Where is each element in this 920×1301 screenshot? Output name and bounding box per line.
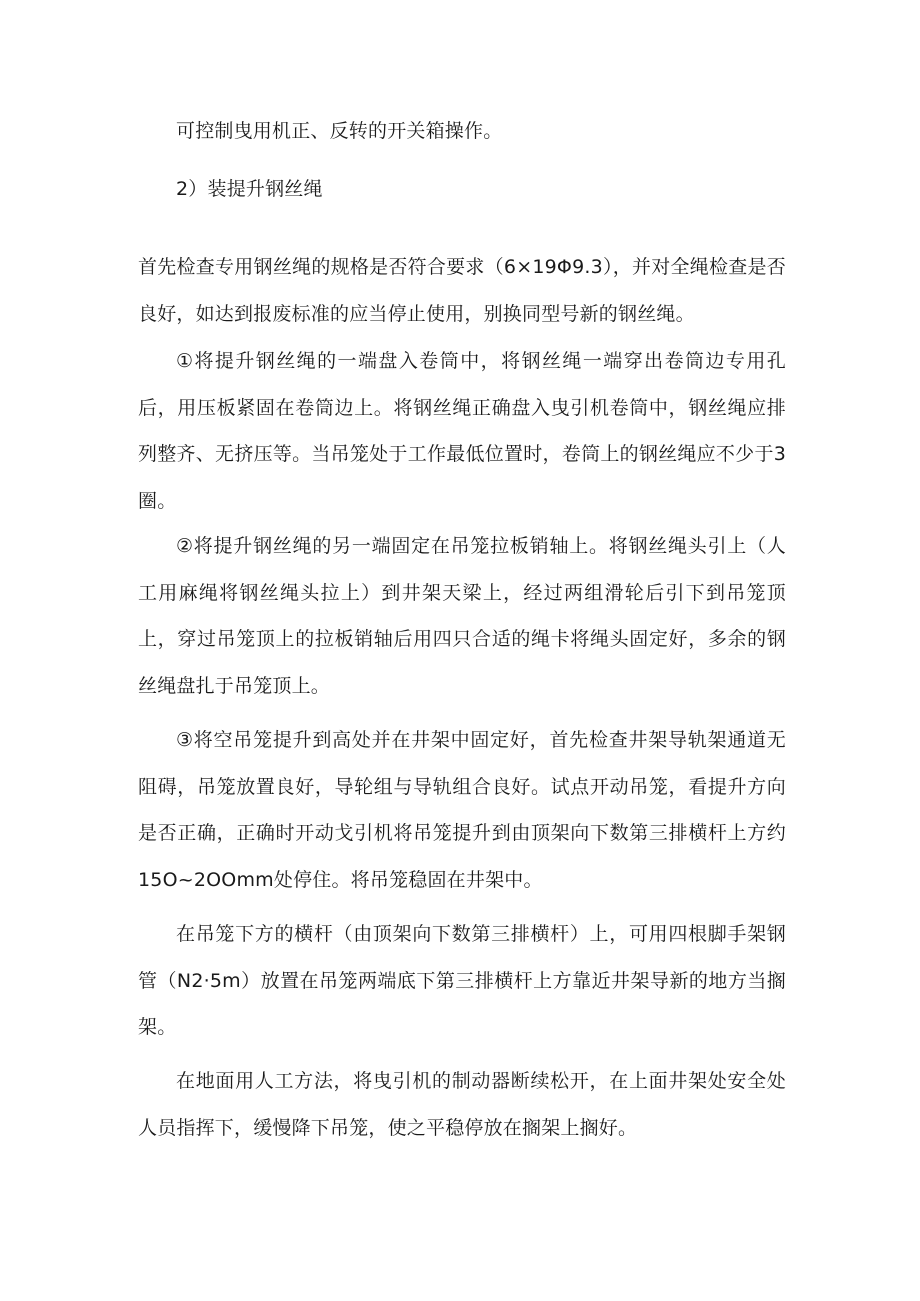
paragraph-support-frame: 在吊笼下方的横杆（由顶架向下数第三排横杆）上，可用四根脚手架钢管（N2·5m）放置在吊笼两端底下第三排横杆上方靠近井架导新的地方当搁架。 bbox=[138, 923, 786, 1038]
paragraph-switch-box: 可控制曳用机正、反转的开关箱操作。 bbox=[176, 120, 503, 142]
paragraph-step-1: ①将提升钢丝绳的一端盘入卷筒中，将钢丝绳一端穿出卷筒边专用孔后，用压板紧固在卷筒边上。将钢丝绳正确盘入曳引机卷筒中，钢丝绳应排列整齐、无挤压等。当吊笼处于工作最低位置时，卷筒上的钢丝绳应不少于3圈。 bbox=[138, 350, 786, 512]
paragraph-step-2: ②将提升钢丝绳的另一端固定在吊笼拉板销轴上。将钢丝绳头引上（人工用麻绳将钢丝绳头拉上）到井架天梁上，经过两组滑轮后引下到吊笼顶上，穿过吊笼顶上的拉板销轴后用四只合适的绳卡将绳头固定好，多余的钢丝绳盘扎于吊笼顶上。 bbox=[138, 535, 786, 697]
paragraph-check-wire-rope: 首先检查专用钢丝绳的规格是否符合要求（6×19Φ9.3），并对全绳检查是否良好，如达到报废标准的应当停止使用，别换同型号新的钢丝绳。 bbox=[138, 256, 786, 325]
section-heading-install-wire-rope: 2）装提升钢丝绳 bbox=[176, 178, 323, 200]
paragraph-step-3: ③将空吊笼提升到高处并在井架中固定好，首先检查井架导轨架通道无阻碍，吊笼放置良好，导轮组与导轨组合良好。试点开动吊笼，看提升方向是否正确，正确时开动戈引机将吊笼提升到由顶架向下数第三排横杆上方约15O~2OOmm处停住。将吊笼稳固在井架中。 bbox=[138, 729, 786, 891]
paragraph-lower-cage: 在地面用人工方法，将曳引机的制动器断续松开，在上面井架处安全处人员指挥下，缓慢降下吊笼，使之平稳停放在搁架上搁好。 bbox=[138, 1070, 786, 1139]
